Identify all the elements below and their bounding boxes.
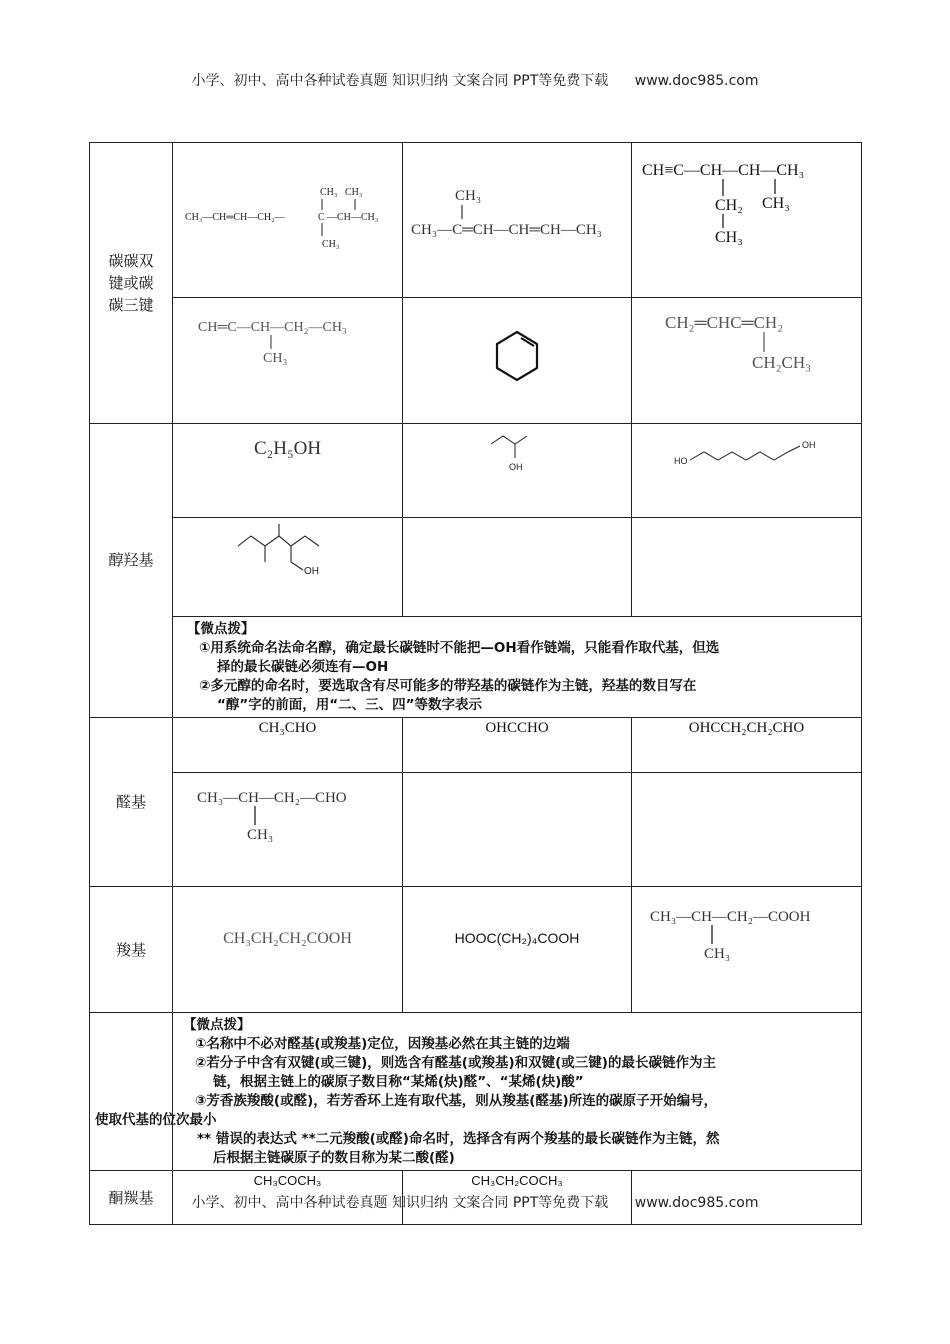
footer-title: 小学、初中、高中各种试卷真题 知识归纳 文案合同 PPT等免费下载: [191, 1195, 609, 1211]
svg-text:CH≡C—CH—CH—CH₃: CH≡C—CH—CH—CH₃: [642, 162, 805, 179]
formula-cell-adipic: HOOC(CH₂)₄COOH: [403, 887, 632, 1013]
formula-cell-glyoxal: OHCCHO: [403, 718, 632, 773]
empty-cell: [632, 518, 862, 617]
svg-text:OH: OH: [509, 462, 523, 472]
tip-line: ①名称中不必对醛基(或羧基)定位，因羧基必然在其主链的边端: [195, 1036, 570, 1052]
svg-text:CH═C—CH—CH₂—CH₃: CH═C—CH—CH₂—CH₃: [198, 320, 347, 335]
empty-cell: [403, 773, 632, 887]
svg-text:C: C: [318, 212, 325, 223]
struct-cell-3: [632, 143, 862, 298]
alcohol-tip-box: [173, 617, 862, 718]
tip-title: 【微点拨】: [183, 1017, 251, 1033]
page-header: [0, 70, 950, 90]
empty-cell: [403, 518, 632, 617]
svg-text:OH: OH: [304, 566, 319, 577]
svg-text:CH₃: CH₃: [322, 239, 340, 250]
struct-cell-5: [403, 298, 632, 424]
tip-line: 后根据主链碳原子的数目称为某二酸(醛): [213, 1150, 455, 1166]
functional-group-table: [89, 142, 862, 1225]
svg-text:CH₃—CH—CH₂—COOH: CH₃—CH—CH₂—COOH: [650, 909, 811, 925]
footer-site: www.doc985.com: [634, 1195, 759, 1211]
tip-line: 使取代基的位次最小: [95, 1112, 217, 1128]
category-ketone: 酮羰基: [90, 1171, 173, 1225]
structure-3-methylbutanal: [173, 773, 403, 882]
tip-line: “醇”字的前面，用“二、三、四”等数字表示: [217, 697, 482, 713]
struct-cell-2-butanol: [403, 424, 632, 518]
svg-text:CH₃: CH₃: [263, 351, 288, 366]
empty-cell: [632, 773, 862, 887]
tip-line: 链，根据主链上的碳原子数目称“某烯(炔)醛”、“某烯(炔)酸”: [213, 1074, 584, 1090]
svg-text:CH₃: CH₃: [247, 827, 274, 843]
struct-cell-hexanediol: [632, 424, 862, 518]
category-alcohol-hydroxyl: 醇羟基: [90, 424, 173, 718]
page-footer: [0, 1192, 950, 1212]
structure-ethyl-methyl-hexyne: [632, 143, 862, 293]
tip-line: ①用系统命名法命名醇，确定最长碳链时不能把—OH看作链端，只能看作取代基，但选: [199, 640, 720, 656]
svg-text:CH₃: CH₃: [704, 946, 731, 962]
svg-text:CH₃: CH₃: [715, 229, 743, 246]
struct-cell-branched-alcohol: [173, 518, 403, 617]
svg-text:CH₃—CH═CH—CH₂—: CH₃—CH═CH—CH₂—: [185, 212, 285, 223]
structure-2-2-3-trimethylhexene: [173, 143, 403, 293]
tip-line: ③芳香族羧酸(或醛)，若芳香环上连有取代基，则从羧基(醛基)所连的碳原子开始编号，: [195, 1093, 718, 1109]
struct-cell-2: [403, 143, 632, 298]
category-aldehyde: 醛基: [90, 718, 173, 887]
tip-line: 择的最长碳链必须连有—OH: [217, 659, 389, 675]
category-double-triple-bond: 碳碳双键或碳碳三键: [90, 143, 173, 424]
svg-text:CH₃: CH₃: [762, 195, 790, 212]
svg-text:CH₃: CH₃: [345, 187, 363, 198]
formula-cell-butanone: CH₃CH₂COCH₃: [403, 1171, 632, 1225]
structure-methylpentyne: [173, 298, 403, 419]
structure-3-methylbutanoic-acid: [632, 887, 862, 1008]
svg-text:CH₂CH₃: CH₂CH₃: [752, 353, 812, 372]
svg-text:—CH—CH₃: —CH—CH₃: [327, 212, 379, 223]
tip-title: 【微点拨】: [187, 621, 255, 637]
svg-text:CH₂: CH₂: [715, 197, 743, 214]
formula-cell-acetone: CH₃COCH₃: [173, 1171, 403, 1225]
svg-text:CH₃—C═CH—CH═CH—CH₃: CH₃—C═CH—CH═CH—CH₃: [411, 222, 602, 238]
struct-cell-3-methylbutanal: [173, 773, 403, 887]
structure-methylhexatriene: [403, 143, 632, 293]
structure-ethylbutadiene: [632, 298, 862, 419]
struct-cell-4: [173, 298, 403, 424]
svg-text:OH: OH: [802, 440, 816, 450]
formula-cell-succinaldehyde: OHCCH₂CH₂CHO: [632, 718, 862, 773]
svg-text:CH₃: CH₃: [320, 187, 338, 198]
category-carboxyl: 羧基: [90, 887, 173, 1013]
struct-cell-6: [632, 298, 862, 424]
header-title: 小学、初中、高中各种试卷真题 知识归纳 文案合同 PPT等免费下载: [191, 73, 609, 89]
cyclohexene-icon: [403, 298, 632, 419]
svg-text:CH₃: CH₃: [455, 188, 482, 204]
structure-2-butanol: [403, 424, 632, 513]
formula-cell-butanoic: CH₃CH₂CH₂COOH: [173, 887, 403, 1013]
struct-cell-1: [173, 143, 403, 298]
structure-1-6-hexanediol: [632, 424, 862, 513]
tip-line: ②多元醇的命名时，要选取含有尽可能多的带羟基的碳链作为主链，羟基的数目写在: [199, 678, 697, 694]
svg-text:CH₂═CHC═CH₂: CH₂═CHC═CH₂: [665, 313, 784, 332]
tip-line: ** 错误的表达式 **二元羧酸(或醛)命名时，选择含有两个羧基的最长碳链作为主链，然: [197, 1131, 720, 1147]
svg-text:HO: HO: [674, 456, 688, 466]
formula-cell-ethanol: C₂H₅OH: [173, 424, 403, 518]
empty-category: [90, 1013, 173, 1171]
tip-line: ②若分子中含有双键(或三键)，则选含有醛基(或羧基)和双键(或三键)的最长碳链作为主: [195, 1055, 716, 1071]
svg-text:CH₃—CH—CH₂—CHO: CH₃—CH—CH₂—CHO: [197, 790, 347, 806]
acid-tip-box: [95, 1013, 862, 1171]
header-site: www.doc985.com: [634, 73, 759, 89]
struct-cell-3-methylbutanoic: [632, 887, 862, 1013]
formula-cell-acetaldehyde: CH₃CHO: [173, 718, 403, 773]
structure-branched-alcohol: [173, 518, 403, 612]
